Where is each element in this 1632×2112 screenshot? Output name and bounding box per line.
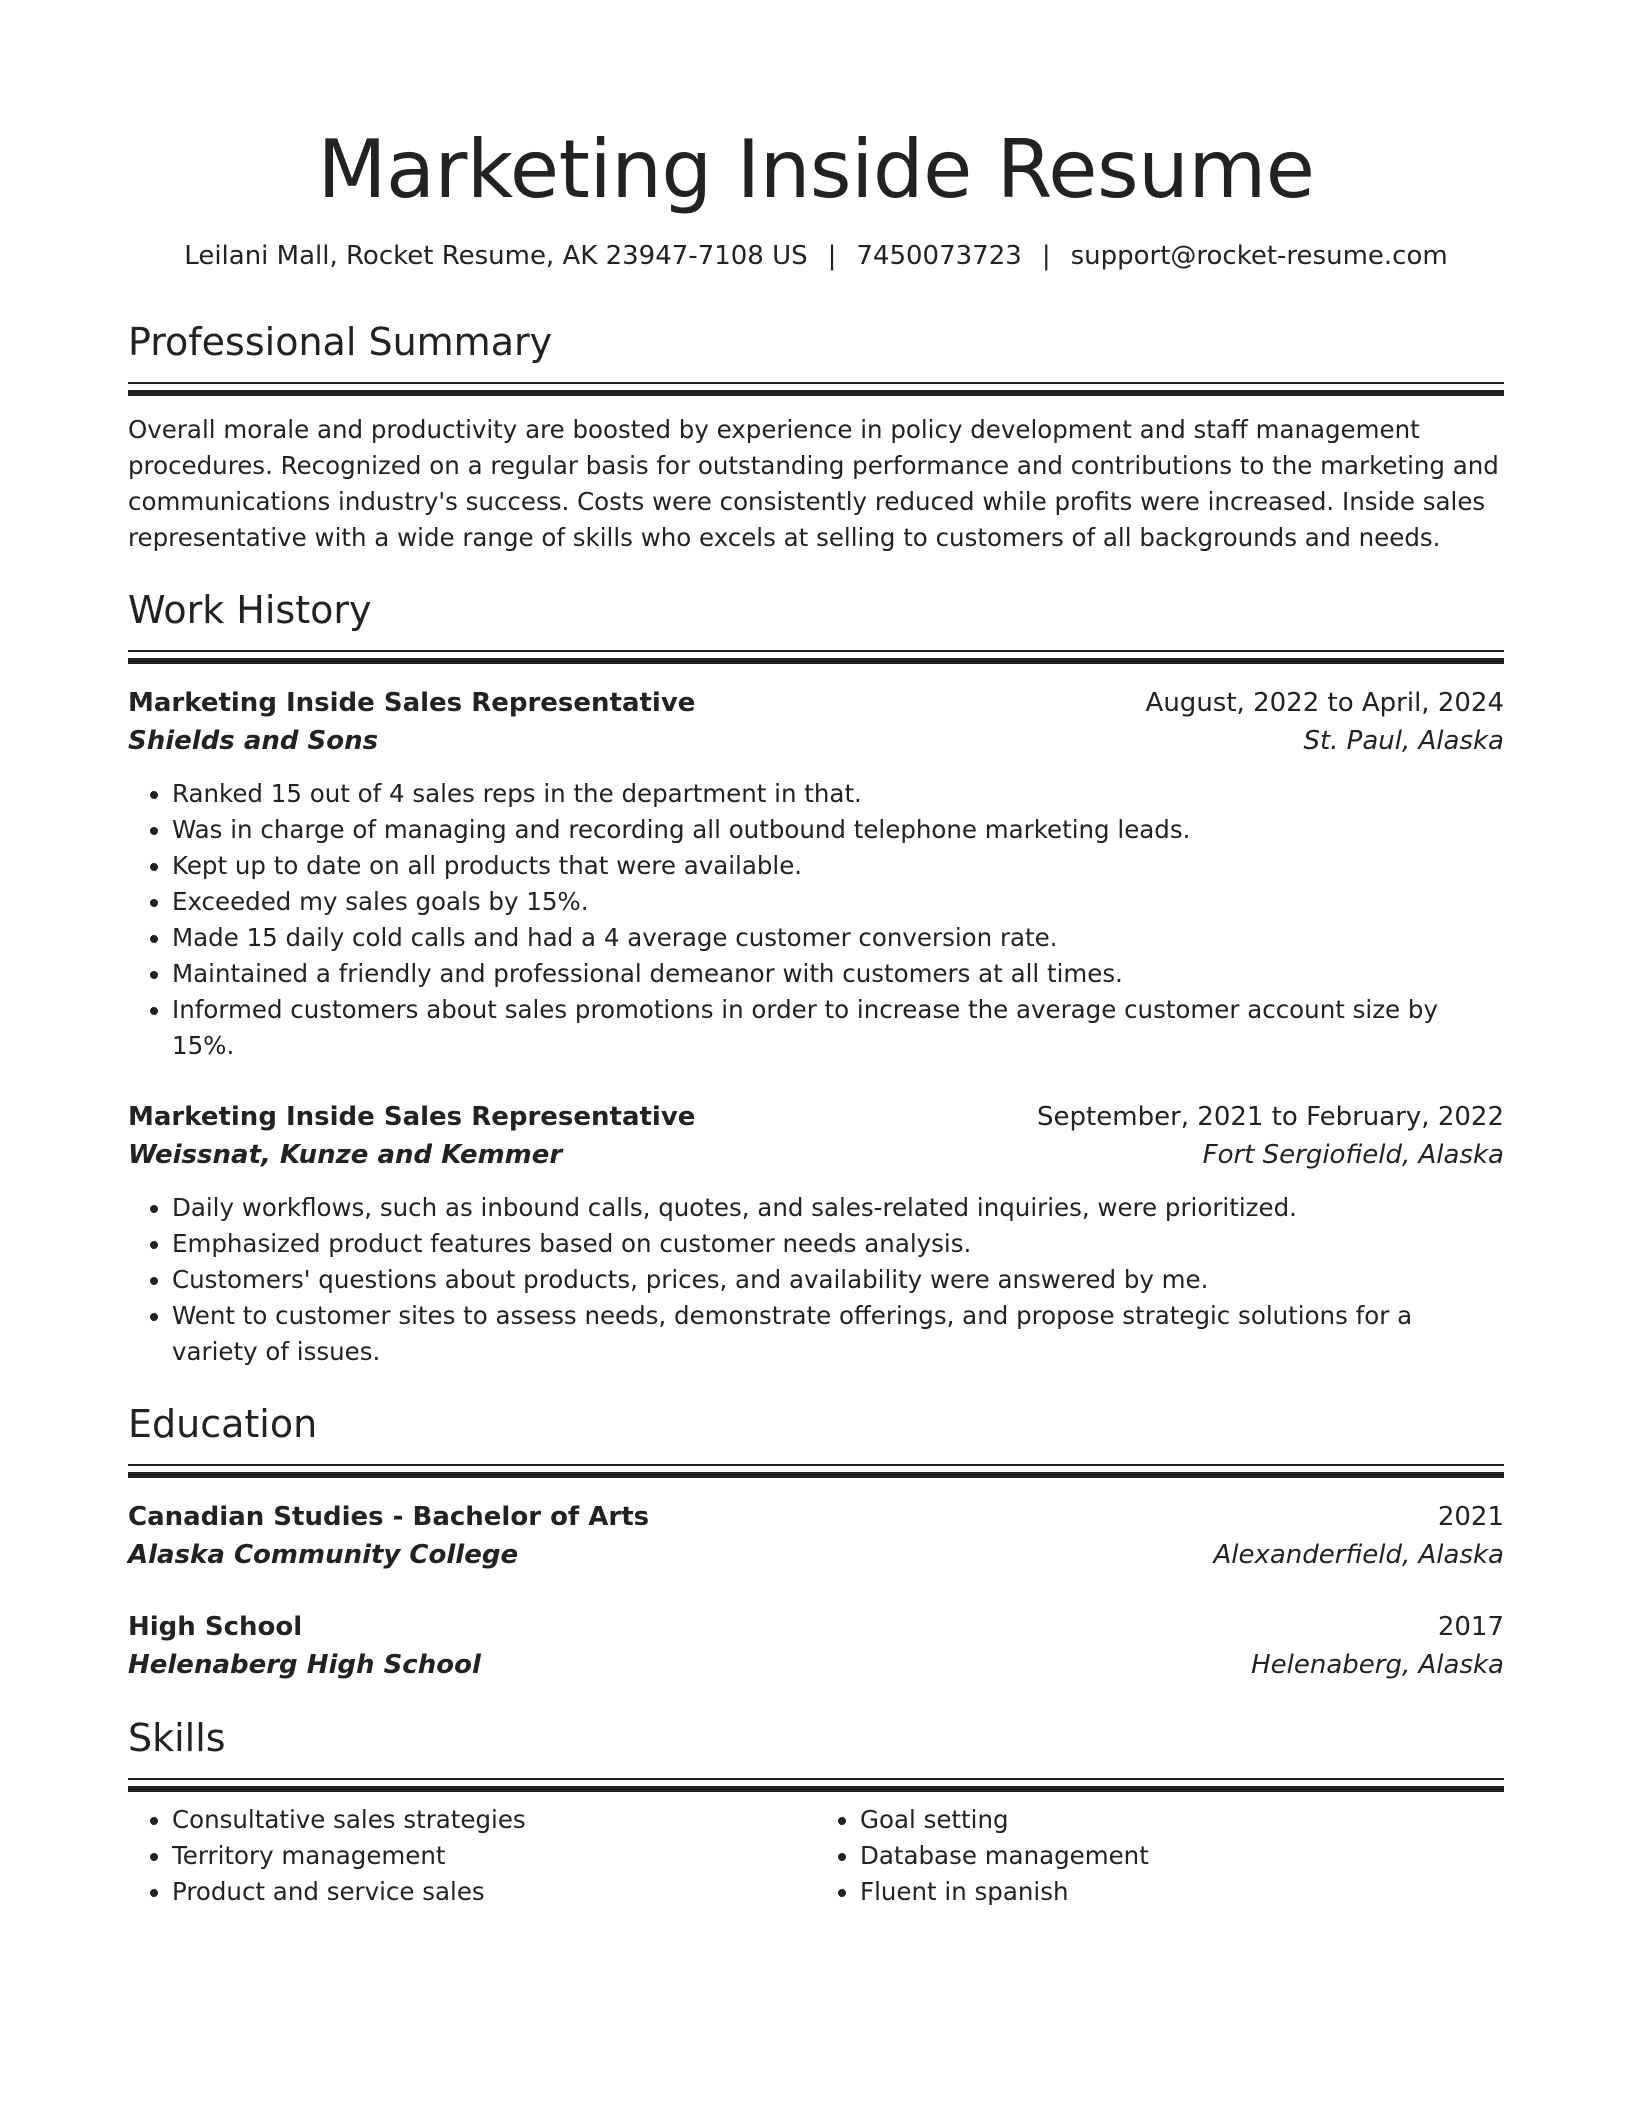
list-item: • Went to customer sites to assess needs, demonstrate offerings, and propose strategic solutions for a variety of issues. <box>172 1298 1504 1370</box>
job-company: Weissnat, Kunze and Kemmer <box>128 1140 563 1170</box>
contact-phone: 7450073723 <box>856 241 1022 271</box>
skills-list-left <box>128 1802 816 1910</box>
job-company: Shields and Sons <box>128 726 379 756</box>
resume-name: Marketing Inside Resume <box>317 123 1315 216</box>
section-divider <box>128 1464 1504 1466</box>
skills-section <box>128 1714 1504 1910</box>
work-history-section <box>128 586 1504 1370</box>
skill-item: • Product and service sales <box>172 1874 816 1910</box>
job-entry <box>128 1098 1504 1370</box>
job-entry <box>128 684 1504 1064</box>
contact-separator: | <box>827 241 837 271</box>
section-heading-summary: Professional Summary <box>128 320 553 364</box>
resume-page <box>128 0 1504 1910</box>
education-year: 2017 <box>1437 1612 1504 1642</box>
job-bullets <box>128 776 1504 1064</box>
education-location: Alexanderfield, Alaska <box>1213 1540 1504 1570</box>
list-item: • Made 15 daily cold calls and had a 4 average customer conversion rate. <box>172 920 1504 956</box>
education-degree: High School <box>128 1612 303 1642</box>
list-item: • Maintained a friendly and professional demeanor with customers at all times. <box>172 956 1504 992</box>
skill-item: • Consultative sales strategies <box>172 1802 816 1838</box>
summary-section <box>128 318 1504 556</box>
contact-address: Leilani Mall, Rocket Resume, AK 23947-7108 US <box>184 241 808 271</box>
education-entry <box>128 1608 1504 1684</box>
job-title: Marketing Inside Sales Representative <box>128 1102 696 1132</box>
education-entry <box>128 1498 1504 1574</box>
list-item: • Informed customers about sales promotions in order to increase the average customer account size by 15%. <box>172 992 1504 1064</box>
section-heading-education: Education <box>128 1402 318 1446</box>
job-bullets <box>128 1190 1504 1370</box>
education-year: 2021 <box>1437 1502 1504 1532</box>
education-degree: Canadian Studies - Bachelor of Arts <box>128 1502 650 1532</box>
skill-item: • Territory management <box>172 1838 816 1874</box>
section-divider <box>128 1786 1504 1792</box>
section-heading-work: Work History <box>128 588 372 632</box>
education-location: Helenaberg, Alaska <box>1251 1650 1504 1680</box>
skills-columns <box>128 1802 1504 1910</box>
job-location: Fort Sergiofield, Alaska <box>1202 1140 1504 1170</box>
section-divider <box>128 1778 1504 1780</box>
list-item: • Ranked 15 out of 4 sales reps in the department in that. <box>172 776 1504 812</box>
contact-email: support@rocket-resume.com <box>1070 241 1448 271</box>
job-location: St. Paul, Alaska <box>1303 726 1504 756</box>
contact-line <box>128 238 1504 274</box>
list-item: • Daily workflows, such as inbound calls, quotes, and sales-related inquiries, were prioritized. <box>172 1190 1504 1226</box>
skill-item: • Database management <box>860 1838 1504 1874</box>
list-item: • Kept up to date on all products that were available. <box>172 848 1504 884</box>
summary-text: Overall morale and productivity are boosted by experience in policy development and staff management procedures. Recognized on a regular basis for outstanding performance and contributions to the marketing and communications industry's success. Costs were consistently reduced while profits were increased. Inside sales representative with a wide range of skills who excels at selling to customers of all backgrounds and needs. <box>128 415 1499 552</box>
section-divider <box>128 1472 1504 1478</box>
list-item: • Emphasized product features based on customer needs analysis. <box>172 1226 1504 1262</box>
skill-item: • Goal setting <box>860 1802 1504 1838</box>
list-item: • Exceeded my sales goals by 15%. <box>172 884 1504 920</box>
contact-separator: | <box>1041 241 1051 271</box>
job-dates: August, 2022 to April, 2024 <box>1145 688 1504 718</box>
skills-list-right <box>816 1802 1504 1910</box>
education-school: Helenaberg High School <box>128 1650 481 1680</box>
section-divider <box>128 658 1504 664</box>
section-divider <box>128 390 1504 396</box>
skill-item: • Fluent in spanish <box>860 1874 1504 1910</box>
job-title: Marketing Inside Sales Representative <box>128 688 696 718</box>
section-divider <box>128 650 1504 652</box>
section-divider <box>128 382 1504 384</box>
education-section <box>128 1400 1504 1684</box>
section-heading-skills: Skills <box>128 1716 226 1760</box>
list-item: • Customers' questions about products, prices, and availability were answered by me. <box>172 1262 1504 1298</box>
education-school: Alaska Community College <box>128 1540 519 1570</box>
list-item: • Was in charge of managing and recording all outbound telephone marketing leads. <box>172 812 1504 848</box>
job-dates: September, 2021 to February, 2022 <box>1037 1102 1504 1132</box>
